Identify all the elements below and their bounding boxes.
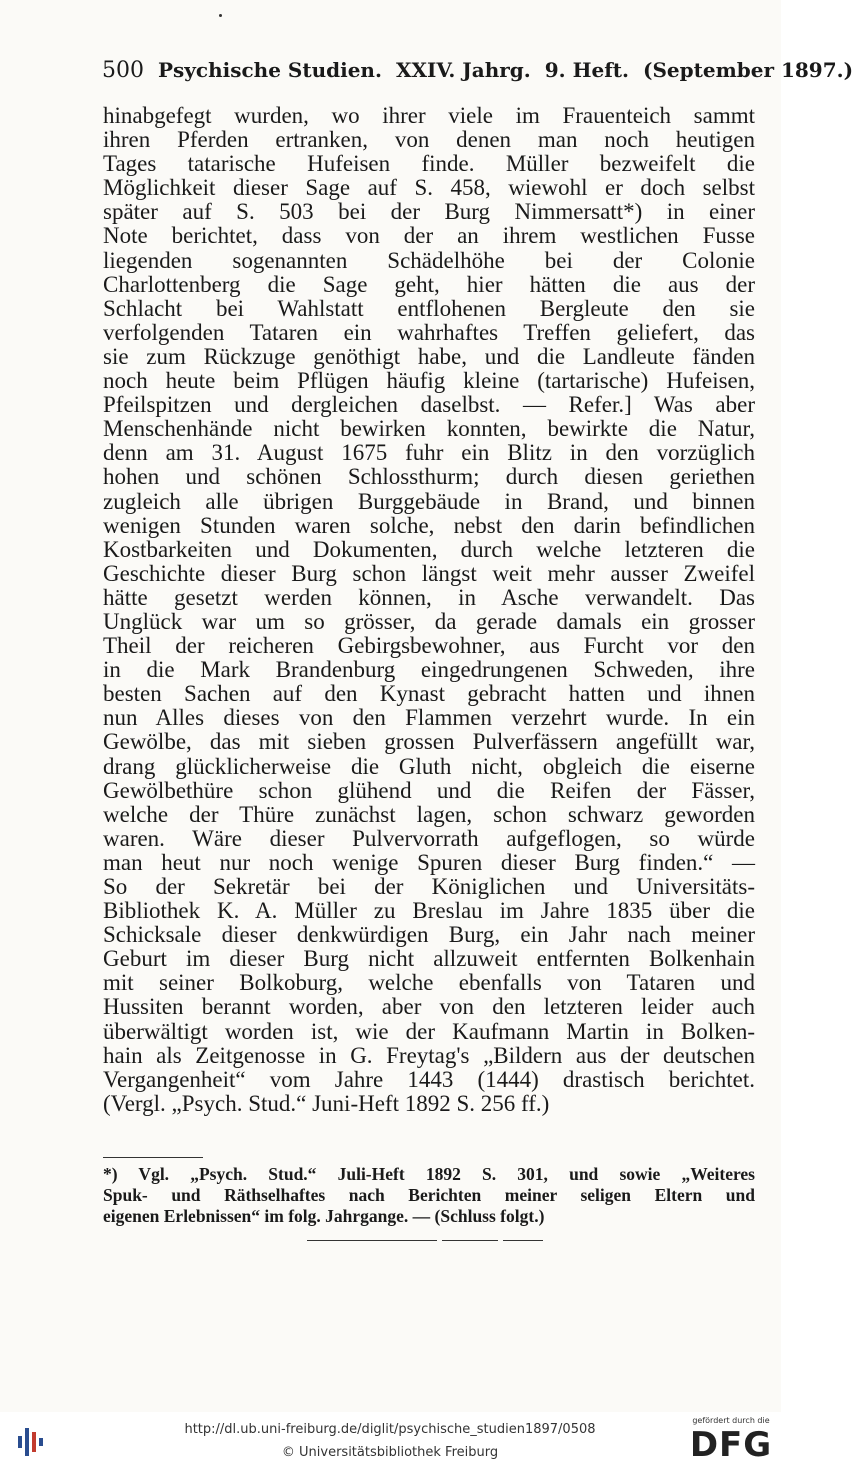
dfg-logo [686, 1416, 776, 1468]
text-line: wenigen Stunden waren solche, nebst den darin befindlichen [103, 512, 755, 538]
footnote-line: *) Vgl. „Psych. Stud.“ Juli-Heft 1892 S. 301, und sowie „Weiteres [103, 1164, 755, 1184]
text-line: hain als Zeitgenosse in G. Freytag's „Bildern aus der deutschen [103, 1042, 755, 1068]
text-line: ihren Pferden ertranken, von denen man noch heutigen [103, 127, 755, 153]
text-line: Vergangenheit“ vom Jahre 1443 (1444) drastisch berichtet. [103, 1066, 755, 1092]
end-rule-middle [442, 1240, 498, 1241]
text-line: denn am 31. August 1675 fuhr ein Blitz in den vorzüglich [103, 440, 755, 466]
text-line: Charlottenberg die Sage geht, hier hätten die aus der [103, 271, 755, 297]
text-line: hätte gesetzt werden können, in Asche verwandelt. Das [103, 584, 755, 610]
text-line: Menschenhände nicht bewirken konnten, bewirkte die Natur, [103, 416, 755, 442]
footnote-line: Spuk- und Räthselhaftes nach Berichten meiner seligen Eltern und [103, 1185, 755, 1205]
text-line: Schicksale dieser denkwürdigen Burg, ein Jahr nach meiner [103, 922, 755, 948]
issue-label: 9. Heft. [544, 58, 630, 82]
text-line: Geburt im dieser Burg nicht allzuweit entfernten Bolkenhain [103, 946, 755, 972]
text-line: zugleich alle übrigen Burggebäude in Brand, und binnen [103, 488, 755, 514]
text-line: Kostbarkeiten und Dokumenten, durch welche letzteren die [103, 536, 755, 562]
text-line: Note berichtet, dass von der an ihrem westlichen Fusse [103, 223, 755, 249]
text-line: Unglück war um so grösser, da gerade damals ein grosser [103, 608, 755, 634]
copyright-notice: © Universitätsbibliothek Freiburg [281, 1445, 499, 1460]
text-line: mit seiner Bolkoburg, welche ebenfalls von Tataren und [103, 970, 755, 996]
text-line: Theil der reicheren Gebirgsbewohner, aus Furcht vor den [103, 633, 755, 659]
text-line: Möglichkeit dieser Sage auf S. 458, wiewohl er doch selbst [103, 175, 755, 201]
text-line: besten Sachen auf den Kynast gebracht hatten und ihnen [103, 681, 755, 707]
dfg-tagline: gefördert durch die [692, 1416, 770, 1425]
journal-title: Psychische Studien. [158, 58, 382, 82]
running-header [102, 58, 853, 83]
footnote-block [103, 1164, 755, 1227]
issue-date: (September 1897.) [643, 58, 853, 82]
text-line: hohen und schönen Schlossthurm; durch diesen geriethen [103, 464, 755, 490]
dfg-wordmark: DFG [689, 1425, 773, 1465]
text-line: später auf S. 503 bei der Burg Nimmersatt*) in einer [103, 199, 755, 225]
text-line: man heut nur noch wenige Spuren dieser Burg finden.“ — [103, 849, 755, 875]
text-line: sie zum Rückzuge genöthigt habe, und die Landleute fänden [103, 343, 755, 369]
text-line: (Vergl. „Psych. Stud.“ Juni-Heft 1892 S. 256 ff.) [103, 1090, 550, 1116]
text-line: So der Sekretär bei der Königlichen und Universitäts- [103, 874, 755, 899]
text-line: liegenden sogenannten Schädelhöhe bei der Colonie [103, 247, 755, 273]
text-line: Pfeilspitzen und dergleichen daselbst. — Refer.] Was aber [103, 392, 755, 418]
source-url-link[interactable]: http://dl.ub.uni-freiburg.de/diglit/psychische_studien1897/0508 [184, 1422, 596, 1437]
text-line: Geschichte dieser Burg schon längst weit mehr ausser Zweifel [103, 560, 755, 586]
end-rule-right [503, 1240, 543, 1241]
text-line: verfolgenden Tataren ein wahrhaftes Treffen geliefert, das [103, 319, 755, 345]
text-line: Gewölbethüre schon glühend und die Reifen der Fässer, [103, 777, 755, 803]
text-line: überwältigt worden ist, wie der Kaufmann Martin in Bolken- [103, 1018, 755, 1044]
footnote-line: eigenen Erlebnissen“ im folg. Jahrgange. — (Schluss folgt.) [103, 1206, 545, 1226]
ink-speck [219, 14, 222, 17]
viewer-footer [0, 1412, 781, 1468]
text-line: Bibliothek K. A. Müller zu Breslau im Jahre 1835 über die [103, 898, 755, 924]
text-line: noch heute beim Pflügen häufig kleine (tartarische) Hufeisen, [103, 368, 755, 394]
text-line: hinabgefegt wurden, wo ihrer viele im Frauenteich sammt [103, 103, 755, 128]
text-line: Schlacht bei Wahlstatt entflohenen Bergleute den sie [103, 295, 755, 321]
text-line: Tages tatarische Hufeisen finde. Müller bezweifelt die [103, 151, 755, 177]
university-library-logo-icon [8, 1420, 52, 1464]
text-line: Hussiten berannt worden, aber von den letzteren leider auch [103, 994, 755, 1020]
text-line: in die Mark Brandenburg eingedrungenen Schweden, ihre [103, 657, 755, 683]
main-text-block [103, 104, 755, 1116]
page-number: 500 [102, 58, 144, 83]
text-line: nun Alles dieses von den Flammen verzehrt wurde. In ein [103, 705, 755, 731]
text-line: drang glücklicherweise die Gluth nicht, obgleich die eiserne [103, 753, 755, 779]
text-line: waren. Wäre dieser Pulvervorrath aufgeflogen, so würde [103, 825, 755, 851]
footnote-separator [103, 1157, 203, 1158]
end-rule-left [307, 1240, 437, 1241]
volume-label: XXIV. Jahrg. [395, 58, 531, 82]
text-line: welche der Thüre zunächst lagen, schon schwarz geworden [103, 801, 755, 827]
text-line: Gewölbe, das mit sieben grossen Pulverfässern angefüllt war, [103, 729, 755, 755]
